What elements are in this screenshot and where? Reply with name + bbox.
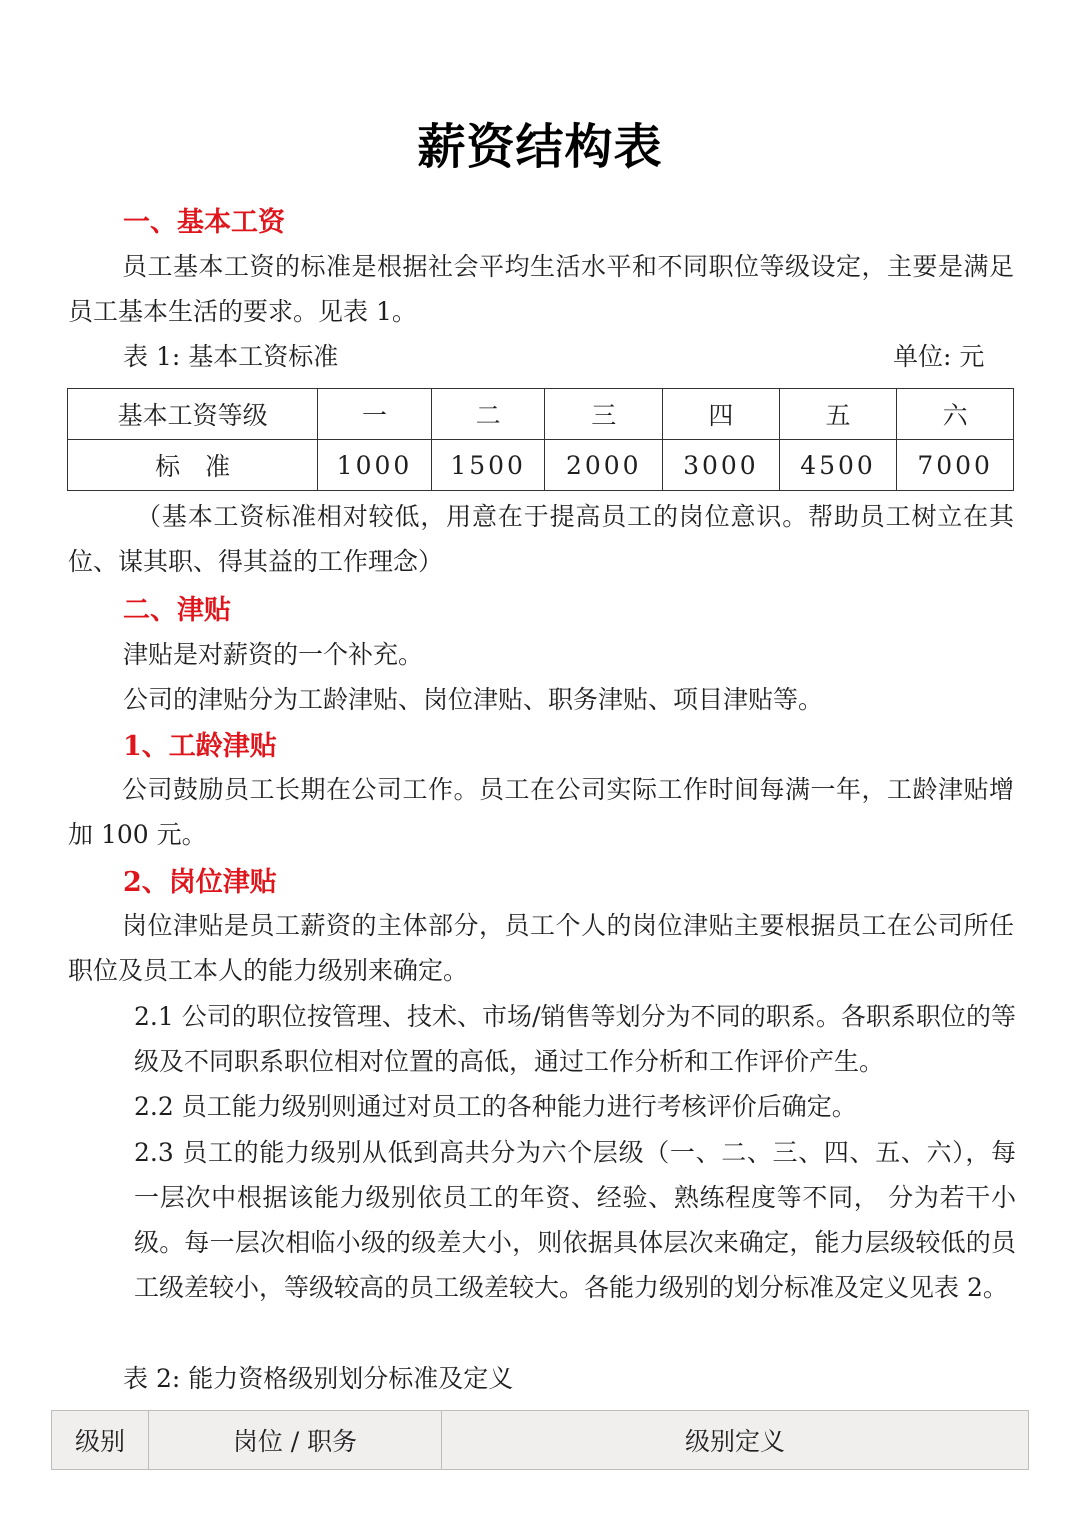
- table-header-cell: 级别定义: [442, 1411, 1029, 1470]
- sub-2-2-text: 2.2 员工能力级别则通过对员工的各种能力进行考核评价后确定。: [134, 1092, 857, 1121]
- table-2-caption: 表 2: 能力资格级别划分标准及定义: [123, 1364, 514, 1393]
- table-cell-level: 五: [779, 389, 897, 440]
- section-1-intro: 员工基本工资的标准是根据社会平均生活水平和不同职位等级设定，主要是满足员工基本生活的要求。见表 1。: [68, 252, 1014, 326]
- table-cell-amount: 4500: [779, 440, 897, 491]
- sub-2-3-text: 2.3 员工的能力级别从低到高共分为六个层级（一、二、三、四、五、六），每一层次中根据该能力级别依员工的年资、经验、熟练程度等不同， 分为若干小级。每一层次相临小级的级差大小，则依据具体层次来确定，能力层级较低的员工级差较小，等级较高的员工级差较大。各能力级别的划分标准及定义见表 2。: [134, 1138, 1016, 1302]
- basic-salary-table: [67, 388, 1014, 491]
- table-cell-amount: 7000: [897, 440, 1014, 491]
- table-cell-level: 六: [897, 389, 1014, 440]
- table-cell-level: 三: [545, 389, 663, 440]
- table-cell-amount: 1500: [431, 440, 545, 491]
- sub-1-text: 公司鼓励员工长期在公司工作。员工在公司实际工作时间每满一年，工龄津贴增加 100 元。: [68, 775, 1014, 849]
- table-1-caption: 表 1: 基本工资标准: [123, 342, 339, 371]
- table-header-cell: 基本工资等级: [68, 389, 318, 440]
- table-cell-level: 一: [318, 389, 432, 440]
- table-cell-amount: 3000: [663, 440, 780, 491]
- section-2-line-1: 津贴是对薪资的一个补充。: [123, 640, 424, 669]
- ability-level-table: [51, 1410, 1029, 1470]
- table-header-cell: 标 准: [68, 440, 318, 491]
- table-row: [52, 1411, 1029, 1470]
- table-cell-amount: 1000: [318, 440, 432, 491]
- sub-2-heading: 2、岗位津贴: [123, 867, 277, 898]
- section-1-note: （基本工资标准相对较低，用意在于提高员工的岗位意识。帮助员工树立在其位、谋其职、得其益的工作理念）: [68, 502, 1014, 576]
- table-header-cell: 级别: [52, 1411, 149, 1470]
- table-header-cell: 岗位 / 职务: [149, 1411, 442, 1470]
- section-2-heading: 二、津贴: [123, 595, 231, 626]
- table-cell-amount: 2000: [545, 440, 663, 491]
- table-row: [68, 440, 1014, 491]
- section-2-line-2: 公司的津贴分为工龄津贴、岗位津贴、职务津贴、项目津贴等。: [123, 685, 824, 714]
- table-cell-level: 四: [663, 389, 780, 440]
- section-1-heading: 一、基本工资: [123, 207, 285, 238]
- table-row: [68, 389, 1014, 440]
- sub-1-heading: 1、工龄津贴: [123, 731, 277, 762]
- table-cell-level: 二: [431, 389, 545, 440]
- table-1-unit: 单位: 元: [893, 342, 985, 371]
- sub-2-1-text: 2.1 公司的职位按管理、技术、市场/销售等划分为不同的职系。各职系职位的等级及不同职系职位相对位置的高低，通过工作分析和工作评价产生。: [134, 1002, 1016, 1076]
- page-title: 薪资结构表: [417, 119, 663, 175]
- sub-2-text: 岗位津贴是员工薪资的主体部分，员工个人的岗位津贴主要根据员工在公司所任职位及员工本人的能力级别来确定。: [68, 911, 1014, 985]
